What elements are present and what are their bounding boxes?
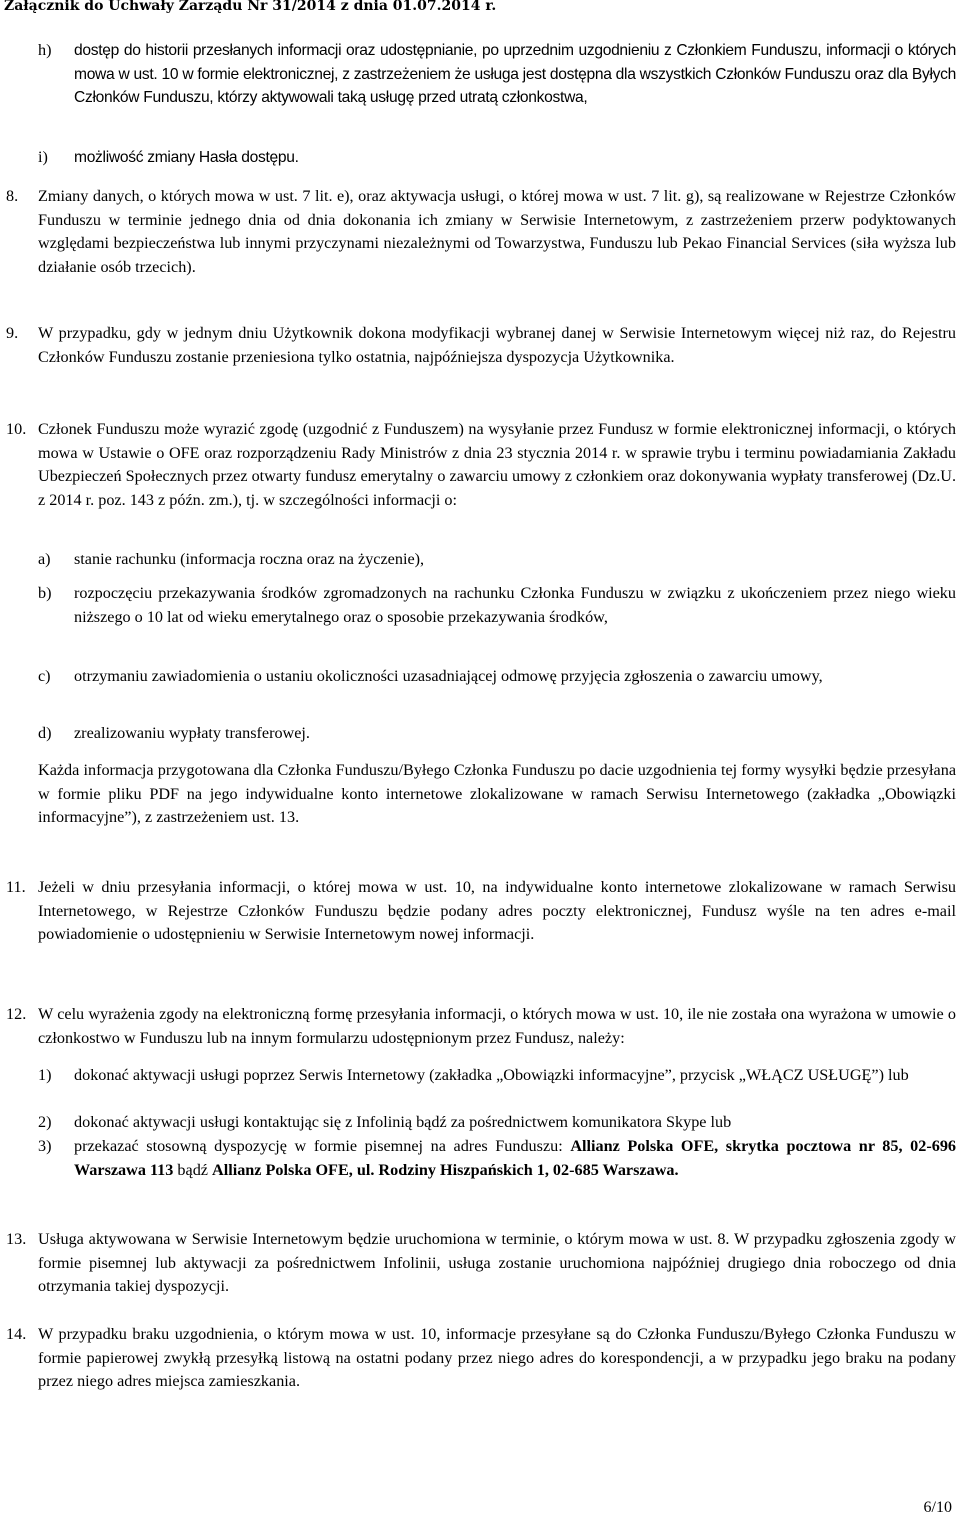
paragraph-number: 14. [6,1325,27,1343]
item-lead: przekazać stosowną dyspozycję w formie pisemnej na adres Funduszu: [74,1137,563,1155]
page-header: Załącznik do Uchwały Zarządu Nr 31/2014 z dnia 01.07.2014 r. [4,0,497,14]
paragraph-number: 13. [6,1230,27,1248]
paragraph-8: Zmiany danych, o których mowa w ust. 7 lit. e), oraz aktywacja usługi, o której mowa w ust. 7 lit. g), są realizowane w Rejestrze Członków Funduszu w terminie jednego dnia od dnia dokonania ich zmiany w Serwisie Internetowym, z zastrzeżeniem przerw podyktowanych względami bezpieczeństwa lub innymi przyczynami niezależnymi od Towarzystwa, Funduszu lub Pekao Financial Services (siła wyższa lub działanie osób trzecich). [38,187,956,276]
list-marker: i) [38,148,48,166]
paragraph-number: 12. [6,1005,27,1023]
list-item-text: dokonać aktywacji usługi kontaktując się z Infolinią bądź za pośrednictwem komunikatora Skype lub [74,1113,732,1131]
paragraph-10: Członek Funduszu może wyrazić zgodę (uzgodnić z Funduszem) na wysyłanie przez Fundusz w formie elektronicznej informacji, o których mowa w Ustawie o OFE oraz rozporządzeniu Rady Ministrów z dnia 23 stycznia 2014 r. w sprawie trybu i terminu powiadamiania Zakładu Ubezpieczeń Społecznych przez otwarty fundusz emerytalny o zawarciu umowy z członkiem oraz dokonywania wypłaty transferowej (Dz.U. z 2014 r. poz. 143 z późn. zm.), tj. w szczególności informacji o: [38,420,956,509]
list-marker: h) [38,41,52,59]
list-item-text: dostęp do historii przesłanych informacji oraz udostępnianie, po uprzednim uzgodnieniu z Członkiem Funduszu, informacji o których mowa w ust. 10 w formie elektronicznej, z zastrzeżeniem że usługa jest dostępna dla wszystkich Członków Funduszu oraz dla Byłych Członków Funduszu, którzy aktywowali taką usługę przed utratą członkostwa, [74,42,956,107]
list-marker: b) [38,584,52,602]
list-item-text [74,1135,956,1182]
paragraph-number: 9. [6,324,19,342]
list-item-text: dokonać aktywacji usługi poprzez Serwis Internetowy (zakładka „Obowiązki informacyjne”, przycisk „WŁĄCZ USŁUGĘ”) lub [74,1066,909,1084]
paragraph-12: W celu wyrażenia zgody na elektroniczną formę przesyłania informacji, o których mowa w ust. 10, ile nie została ona wyrażona w umowie o członkostwo w Funduszu lub na innym formularzu udostępnionym przez Fundusz, należy: [38,1005,956,1047]
list-marker: c) [38,667,51,685]
paragraph-9: W przypadku, gdy w jednym dniu Użytkownik dokona modyfikacji wybranej danej w Serwisie Internetowym więcej niż raz, do Rejestru Członków Funduszu zostanie przeniesiona tylko ostatnia, najpóźniejsza dyspozycja Użytkownika. [38,324,956,366]
list-marker: 3) [38,1137,52,1155]
paragraph-14: W przypadku braku uzgodnienia, o którym mowa w ust. 10, informacje przesyłane są do Członka Funduszu/Byłego Członka Funduszu w formie papierowej zwykłą przesyłką listową na ostatni podany przez niego adres do korespondencji, a w przypadku jego braku na podany przez niego adres miejsca zamieszkania. [38,1325,956,1391]
address-1: Allianz Polska OFE, skrytka pocztowa nr 85, 02-696 Warszawa 113 [74,1137,956,1179]
paragraph-11: Jeżeli w dniu przesyłania informacji, o której mowa w ust. 10, na indywidualne konto internetowe zlokalizowane w ramach Serwisu Internetowego, w Rejestrze Członków Funduszu będzie podany adres poczty elektronicznej, Fundusz wyśle na ten adres e-mail powiadomienie o udostępnieniu w Serwisie Internetowym nowej informacji. [38,878,956,944]
list-item-text: możliwość zmiany Hasła dostępu. [74,149,299,166]
list-item-text: zrealizowaniu wypłaty transferowej. [74,724,310,742]
paragraph-number: 11. [6,878,26,896]
list-item-text: rozpoczęciu przekazywania środków zgromadzonych na rachunku Członka Funduszu w związku z ukończeniem przez niego wieku niższego o 10 lat od wieku emerytalnego oraz o sposobie przekazywania środków, [74,584,956,626]
list-marker: 2) [38,1113,52,1131]
page-number: 6/10 [923,1499,952,1516]
list-marker: 1) [38,1066,52,1084]
list-item-text: stanie rachunku (informacja roczna oraz na życzenie), [74,550,425,568]
paragraph-number: 10. [6,420,27,438]
list-item-text: otrzymaniu zawiadomienia o ustaniu okoliczności uzasadniającej odmowę przyjęcia zgłoszenia o zawarciu umowy, [74,667,823,685]
list-marker: a) [38,550,51,568]
address-2: Allianz Polska OFE, ul. Rodziny Hiszpańskich 1, 02-685 Warszawa. [212,1160,679,1179]
paragraph-number: 8. [6,187,19,205]
paragraph-10-closing: Każda informacja przygotowana dla Członka Funduszu/Byłego Członka Funduszu po dacie uzgodnienia tej formy wysyłki będzie przesyłana w formie pliku PDF na jego indywidualne konto internetowe zlokalizowane w ramach Serwisu Internetowego (zakładka „Obowiązki informacyjne”), z zastrzeżeniem ust. 13. [38,761,956,827]
list-marker: d) [38,724,52,742]
paragraph-13: Usługa aktywowana w Serwisie Internetowym będzie uruchomiona w terminie, o którym mowa w ust. 8. W przypadku zgłoszenia zgody w formie pisemnej lub aktywacji za pośrednictwem Infolinii, usługa zostanie uruchomiona najpóźniej drugiego dnia roboczego od dnia otrzymania takiej dyspozycji. [38,1230,956,1296]
item-connector: bądź [177,1160,208,1179]
